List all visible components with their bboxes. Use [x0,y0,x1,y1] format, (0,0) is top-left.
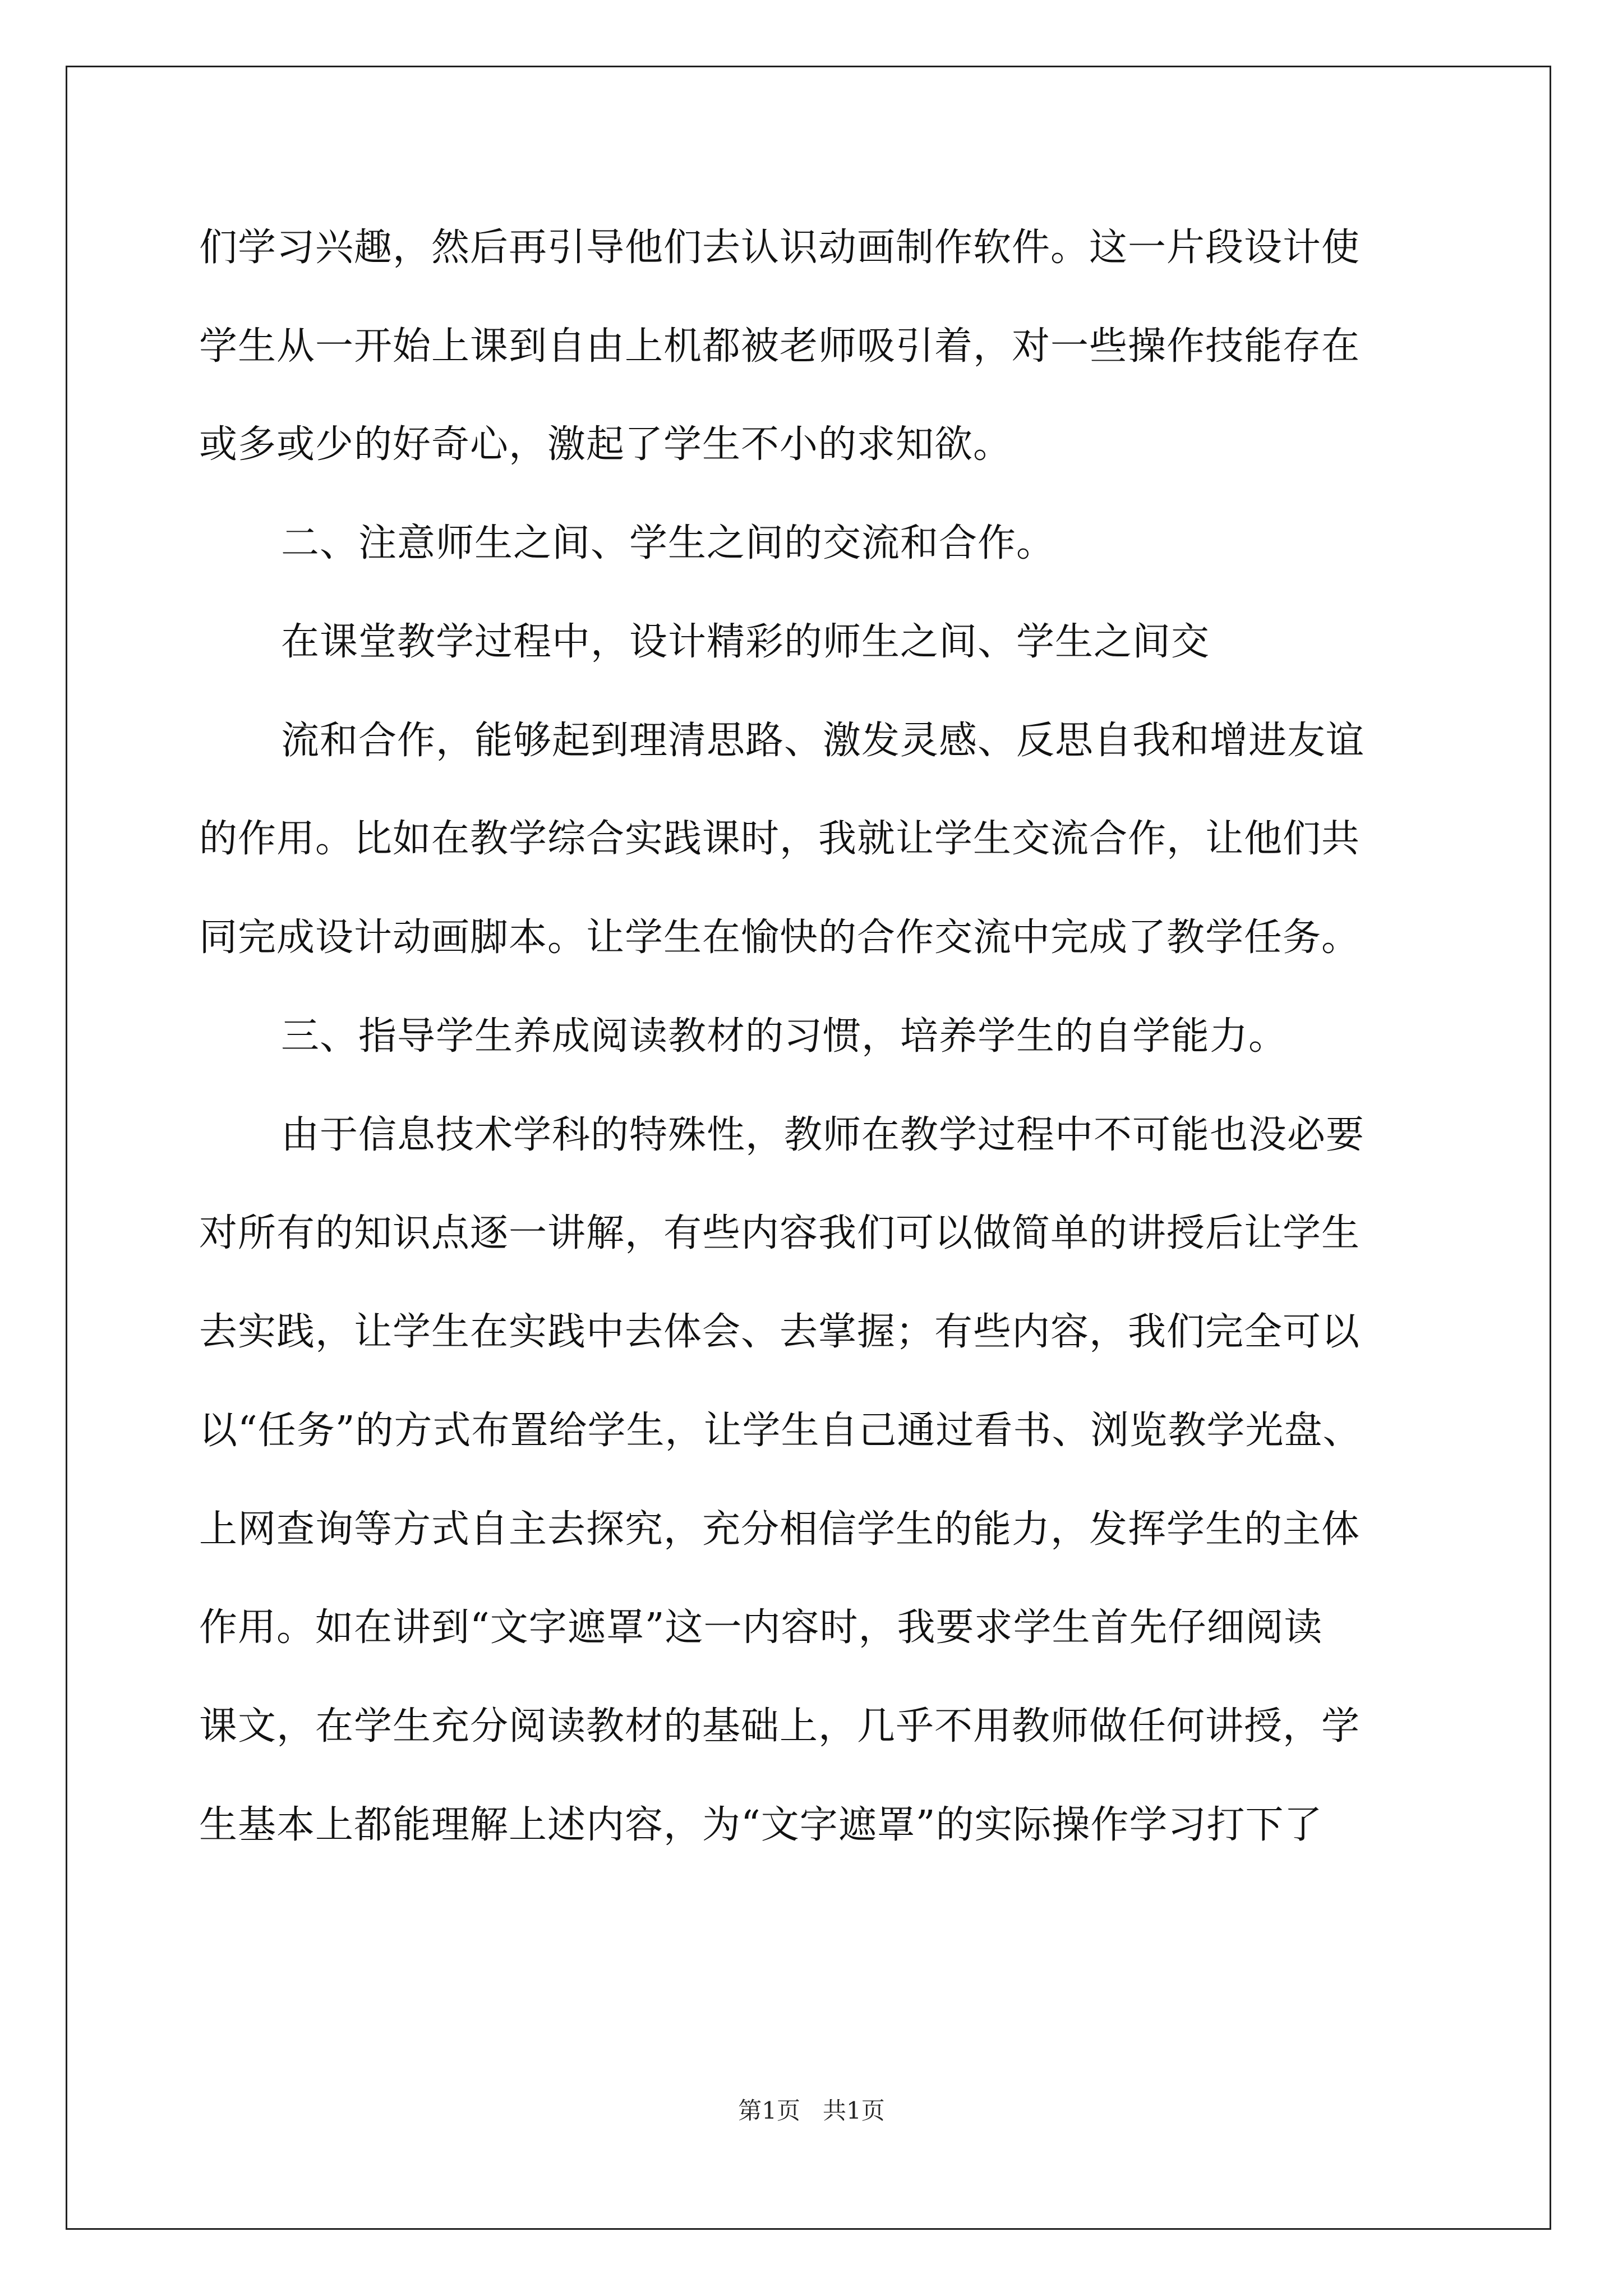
text-line: 或多或少的好奇心，激起了学生不小的求知欲。 [199,422,1012,467]
text-line: 上网查询等方式自主去探究，充分相信学生的能力，发挥学生的主体 [199,1507,1361,1552]
page-footer: 第1页 共1页 [738,2097,885,2124]
paragraph-start: 流和合作，能够起到理清思路、激发灵感、反思自我和增进友谊 [281,719,1365,763]
text-line: 以“任务”的方式布置给学生，让学生自己通过看书、浏览教学光盘、 [199,1409,1362,1453]
text-line: 课文，在学生充分阅读教材的基础上，几乎不用教师做任何讲授，学 [199,1704,1361,1749]
paragraph-start: 由于信息技术学科的特殊性，教师在教学过程中不可能也没必要 [281,1113,1365,1157]
text-line: 对所有的知识点逐一讲解，有些内容我们可以做简单的讲授后让学生 [199,1211,1361,1255]
text-line: 学生从一开始上课到自由上机都被老师吸引着，对一些操作技能存在 [199,324,1361,369]
section-heading-3: 三、指导学生养成阅读教材的习惯，培养学生的自学能力。 [281,1014,1288,1059]
text-line: 去实践，让学生在实践中去体会、去掌握；有些内容，我们完全可以 [199,1310,1361,1354]
paragraph-start: 在课堂教学过程中，设计精彩的师生之间、学生之间交 [281,620,1210,664]
text-line: 作用。如在讲到“文字遮罩”这一内容时，我要求学生首先仔细阅读 [199,1605,1323,1650]
section-heading-2: 二、注意师生之间、学生之间的交流和合作。 [281,521,1055,565]
text-line: 的作用。比如在教学综合实践课时，我就让学生交流合作，让他们共 [199,817,1361,861]
text-line: 同完成设计动画脚本。让学生在愉快的合作交流中完成了教学任务。 [199,915,1361,960]
text-line: 生基本上都能理解上述内容，为“文字遮罩”的实际操作学习打下了 [199,1803,1323,1847]
text-line: 们学习兴趣，然后再引导他们去认识动画制作软件。这一片段设计使 [199,226,1361,270]
